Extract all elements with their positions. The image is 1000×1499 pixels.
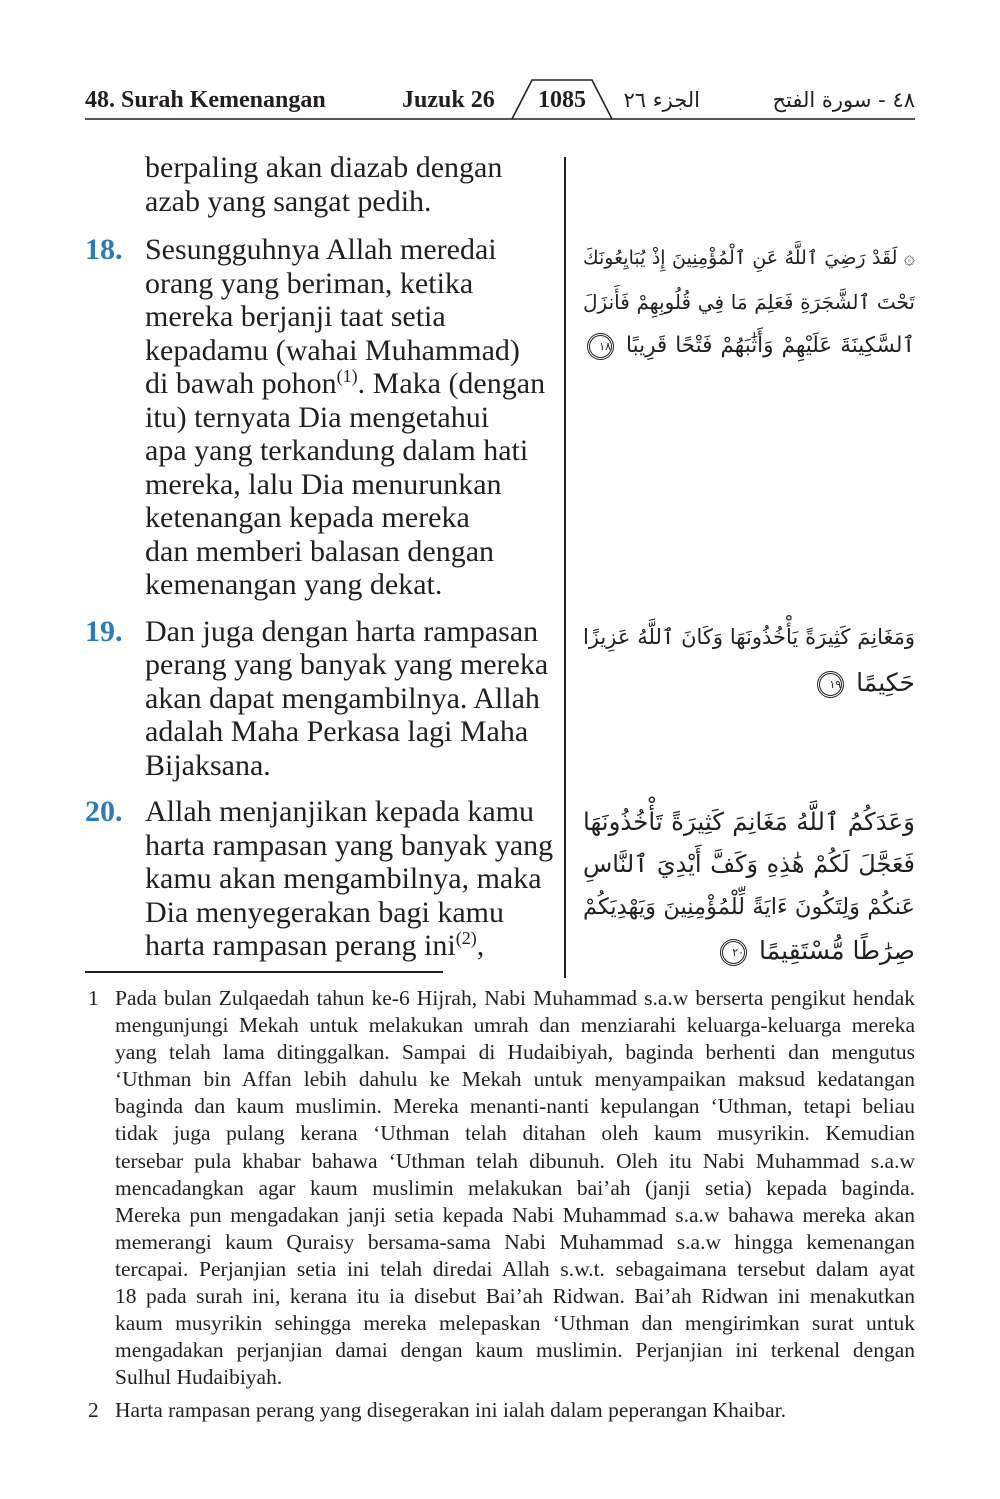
- translation-line: mereka berjanji taat setia: [145, 300, 446, 333]
- column-divider: [564, 157, 566, 978]
- translation-line: Dia menyegerakan bagi kamu: [145, 895, 505, 929]
- footnote-line: 18 pada surah ini, kerana itu ia disebut Bai’ah Ridwan. Bai’ah Ridwan ini menakutkan: [115, 1284, 915, 1309]
- footnote-ref-2: (2): [455, 928, 477, 948]
- footnote-line: memerangi kaum Quraisy bersama-sama Nabi Muhammad s.a.w hingga kemenangan: [115, 1229, 915, 1254]
- translation-line: [145, 929, 563, 963]
- footnote-ref-1: (1): [336, 366, 358, 386]
- arabic-verse-20: [583, 800, 915, 972]
- arabic-line: [583, 660, 915, 706]
- footnote-line: tidak juga pulang kerana ‘Uthman telah ditahan oleh kaum musyrikin. Kemudian: [115, 1121, 915, 1146]
- translation-line: akan dapat mengambilnya. Allah: [145, 681, 540, 715]
- header-arabic-surah: ٤٨ - سورة الفتح: [772, 88, 915, 112]
- header-arabic-juz: الجزء ٢٦: [623, 88, 700, 112]
- footnote-line: Mereka pun mengadakan janji setia kepada Nabi Muhammad s.a.w bahawa mereka akan: [115, 1202, 915, 1227]
- arabic-line-text: حَكِيمًا: [856, 668, 915, 697]
- verse-number: 20.: [85, 795, 123, 828]
- translation-line: itu) ternyata Dia mengetahui: [145, 400, 490, 434]
- footnote-line: tersebar pula khabar bahawa ‘Uthman telah dibunuh. Oleh itu Nabi Muhammad s.a.w: [115, 1148, 915, 1173]
- translation-line-text: ,: [476, 929, 485, 962]
- arabic-line-text: ٱلسَّكِينَةَ عَلَيْهِمْ وَأَثَٰبَهُمْ فَتْحًا قَرِيبًا: [626, 333, 915, 358]
- header-surah-title: 48. Surah Kemenangan: [85, 87, 326, 113]
- footnote-line: Sulhul Hudaibiyah.: [115, 1365, 283, 1390]
- arabic-line: [583, 929, 915, 972]
- translation-line: perang yang banyak yang mereka: [145, 648, 549, 681]
- translation-continuation: [85, 151, 561, 218]
- translation-line: kepadamu (wahai Muhammad): [145, 333, 520, 367]
- translation-line: dan memberi balasan dengan: [145, 534, 495, 568]
- translation-line: ketenangan kepada mereka: [145, 501, 470, 534]
- translation-line: Sesungguhnya Allah meredai: [145, 233, 497, 266]
- footnote-text: [115, 1397, 915, 1424]
- footnote-line: kaum musyrikin sehingga mereka melepaskan ‘Uthman dan mengirimkan surat untuk: [115, 1311, 915, 1336]
- translation-line-text: harta rampasan perang ini: [145, 929, 456, 962]
- verse-end-marker: ١٩: [817, 671, 844, 698]
- footnote-line: Harta rampasan perang yang disegerakan ini ialah dalam peperangan Khaibar.: [115, 1398, 786, 1422]
- footnote-line: ‘Uthman bin Affan lebih dahulu ke Mekah untuk menyampaikan maksud kedatangan: [115, 1067, 915, 1092]
- translation-line: Bijaksana.: [145, 748, 271, 782]
- translation-line-text: . Maka (dengan: [357, 367, 546, 400]
- arabic-line: تَحْتَ ٱلشَّجَرَةِ فَعَلِمَ مَا فِي قُلُوبِهِمْ فَأَنزَلَ: [583, 290, 915, 314]
- footnote-number: 2: [88, 1398, 99, 1422]
- arabic-line: [583, 324, 915, 368]
- translation-line: [145, 367, 563, 401]
- footnote-line: tercapai. Perjanjian setia ini telah diredai Allah s.w.t. sebagaimana tersebut dalam ayat: [115, 1256, 915, 1281]
- footnote-separator: [85, 971, 443, 973]
- arabic-line: وَمَغَانِمَ كَثِيرَةً يَأْخُذُونَهَا وَكَانَ ٱللَّهُ عَزِيزًا: [583, 625, 915, 649]
- arabic-line: فَعَجَّلَ لَكُمْ هَٰذِهِ وَكَفَّ أَيْدِيَ ٱلنَّاسِ: [583, 850, 915, 878]
- footnote-line: mencadangkan agar kaum muslimin melakukan bai’ah (janji setia) kepada baginda.: [115, 1175, 915, 1200]
- translation-line: Allah menjanjikan kepada kamu: [145, 795, 535, 828]
- arabic-line: وَعَدَكُمُ ٱللَّهُ مَغَانِمَ كَثِيرَةً تَأْخُذُونَهَا: [583, 807, 915, 836]
- translation-line: kemenangan yang dekat.: [145, 568, 443, 601]
- translation-line: kamu akan mengambilnya, maka: [145, 862, 542, 895]
- footnote-line: Pada bulan Zulqaedah tahun ke-6 Hijrah, Nabi Muhammad s.a.w berserta pengikut hendak: [115, 986, 915, 1010]
- arabic-line-text: صِرَٰطًا مُّسْتَقِيمًا: [759, 936, 915, 965]
- page-number: 1085: [538, 87, 586, 113]
- footnote-line: mengunjungi Mekah untuk melakukan umrah dan menziarahi keluarga-keluarga mereka: [115, 1013, 915, 1038]
- translation-line: apa yang terkandung dalam hati: [145, 434, 529, 467]
- translation-column: [85, 151, 561, 963]
- verse-end-marker: ٢٠: [720, 939, 747, 966]
- footnote-line: yang telah lama ditinggalkan. Sampai di Hudaibiyah, baginda berhenti dan mengutus: [115, 1040, 915, 1065]
- translation-line: adalah Maha Perkasa lagi Maha: [145, 715, 529, 748]
- translation-verse-19: [85, 615, 561, 783]
- translation-line: orang yang beriman, ketika: [145, 266, 474, 300]
- translation-line: azab yang sangat pedih.: [145, 184, 432, 218]
- footnote-line: mengadakan perjanjian damai dengan kaum muslimin. Perjanjian ini terkenal dengan: [115, 1338, 915, 1363]
- footnote-1: [85, 985, 915, 1391]
- verse-end-marker: ١٨: [587, 333, 614, 360]
- translation-line: berpaling akan diazab dengan: [145, 151, 503, 184]
- translation-verse-20: [85, 795, 561, 963]
- arabic-verse-19: [583, 614, 915, 706]
- footnote-line: baginda dan kaum muslimin. Mereka menanti-nanti kepulangan ‘Uthman, tetapi beliau: [115, 1094, 915, 1119]
- footnote-text: [115, 985, 915, 1391]
- translation-verse-18: [85, 233, 561, 602]
- footnote-number: 1: [88, 986, 99, 1010]
- translation-line-text: di bawah pohon: [145, 367, 337, 400]
- verse-number: 18.: [85, 233, 123, 266]
- arabic-line: ۞ لَقَدْ رَضِيَ ٱللَّهُ عَنِ ٱلْمُؤْمِنِينَ إِذْ يُبَايِعُونَكَ: [583, 247, 915, 269]
- arabic-verse-18: [583, 236, 915, 368]
- translation-line: Dan juga dengan harta rampasan: [145, 614, 539, 648]
- verse-number: 19.: [85, 614, 123, 648]
- translation-line: harta rampasan yang banyak yang: [145, 828, 554, 862]
- arabic-line: عَنكُمْ وَلِتَكُونَ ءَايَةً لِّلْمُؤْمِنِينَ وَيَهْدِيَكُمْ: [583, 894, 915, 920]
- header-juz: Juzuk 26: [402, 87, 495, 113]
- footnote-2: [85, 1397, 915, 1424]
- translation-line: mereka, lalu Dia menurunkan: [145, 467, 502, 501]
